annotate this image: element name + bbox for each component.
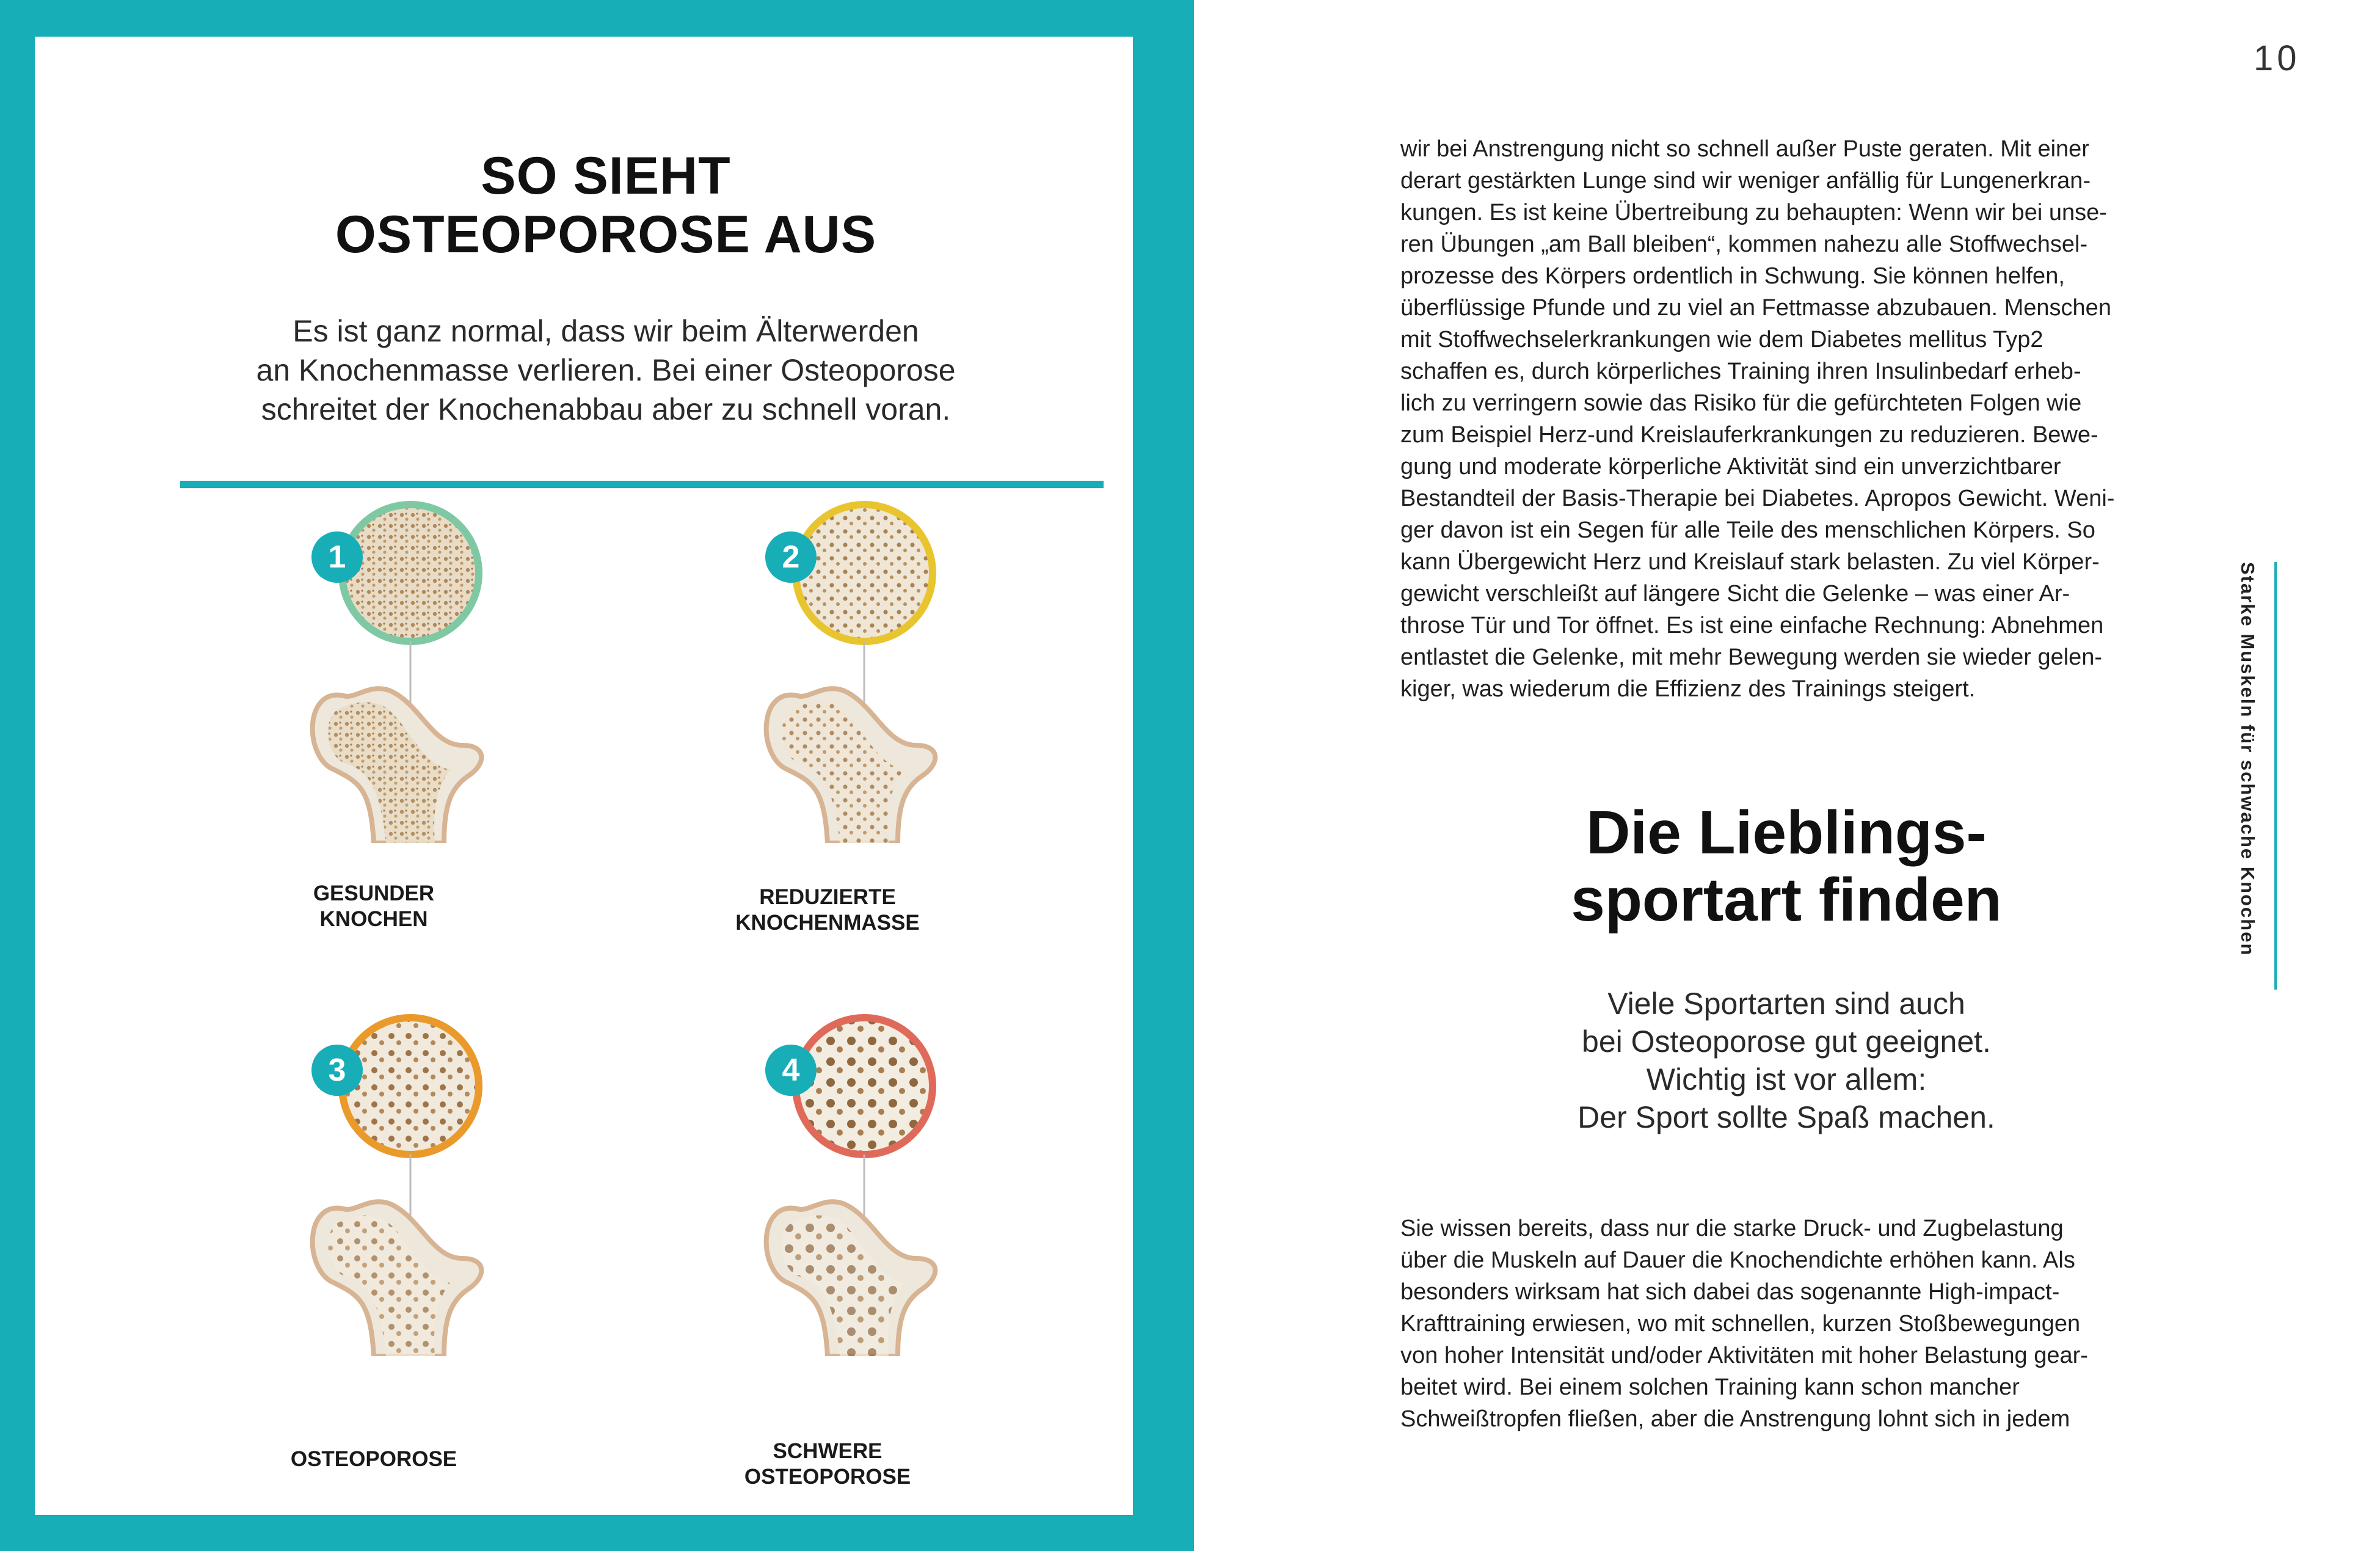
stage-number-badge: 3 [311, 1045, 363, 1096]
body-paragraph-2 [1400, 1213, 2182, 1435]
text-line: Bestandteil der Basis-Therapie bei Diabetes. Apropos Gewicht. Weni- [1400, 486, 2115, 511]
bone-illustration-osteoporosis [267, 1014, 523, 1356]
label-line: KNOCHEN [319, 907, 428, 931]
bone-illustration-healthy [267, 501, 523, 843]
label-line: GESUNDER [313, 881, 435, 905]
stage-number-badge: 2 [765, 531, 817, 583]
text-line: kiger, was wiederum die Effizienz des Trainings steigert. [1400, 676, 1976, 702]
stage-label-2 [675, 885, 980, 936]
chapter-title: Starke Muskeln für schwache Knochen [2237, 562, 2258, 957]
title-line: SO SIEHT [481, 147, 731, 205]
page-number: 10 [2254, 38, 2301, 78]
section-subheading [1466, 985, 2107, 1136]
text-line: kungen. Es ist keine Übertreibung zu behaupten: Wenn wir bei unse- [1400, 200, 2107, 225]
text-line: beitet wird. Bei einem solchen Training kann schon mancher [1400, 1374, 2020, 1400]
heading-line: sportart finden [1571, 866, 2002, 934]
infographic-intro [35, 312, 1177, 429]
heading-line: Die Lieblings- [1586, 798, 1987, 867]
intro-line: an Knochenmasse verlieren. Bei einer Osteoporose [256, 353, 956, 387]
infographic-panel [35, 37, 1133, 1515]
bone-stage-3 [267, 1014, 523, 1356]
subheading-line: Viele Sportarten sind auch [1607, 987, 1965, 1021]
text-line: überflüssige Pfunde und zu viel an Fettmasse abzubauen. Menschen [1400, 295, 2111, 321]
text-line: über die Muskeln auf Dauer die Knochendichte erhöhen kann. Als [1400, 1247, 2075, 1273]
stage-number-badge: 4 [765, 1045, 817, 1096]
label-line: OSTEOPOROSE [290, 1447, 457, 1471]
bone-stage-1 [267, 501, 523, 843]
label-line: OSTEOPOROSE [744, 1465, 911, 1489]
label-line: SCHWERE [773, 1439, 882, 1463]
stage-label-4 [675, 1439, 980, 1490]
bone-stage-2 [721, 501, 977, 843]
title-line: OSTEOPOROSE AUS [335, 205, 877, 264]
text-line: besonders wirksam hat sich dabei das sogenannte High-impact- [1400, 1279, 2060, 1305]
text-line: gewicht verschleißt auf längere Sicht die Gelenke – was einer Ar- [1400, 581, 2070, 607]
text-line: schaffen es, durch körperliches Training ihren Insulinbedarf erheb- [1400, 359, 2081, 384]
text-line: ger davon ist ein Segen für alle Teile des menschlichen Körpers. So [1400, 517, 2095, 543]
bone-stage-4 [721, 1014, 977, 1356]
text-line: von hoher Intensität und/oder Aktivitäten mit hoher Belastung gear- [1400, 1343, 2088, 1368]
text-line: prozesse des Körpers ordentlich in Schwung. Sie können helfen, [1400, 263, 2065, 289]
text-line: lich zu verringern sowie das Risiko für die gefürchteten Folgen wie [1400, 390, 2082, 416]
stage-number-badge: 1 [311, 531, 363, 583]
text-line: throse Tür und Tor öffnet. Es ist eine einfache Rechnung: Abnehmen [1400, 613, 2104, 638]
text-line: kann Übergewicht Herz und Kreislauf stark belasten. Zu viel Körper- [1400, 549, 2100, 575]
text-line: gung und moderate körperliche Aktivität sind ein unverzichtbarer [1400, 454, 2061, 480]
text-line: mit Stoffwechselerkrankungen wie dem Diabetes mellitus Typ2 [1400, 327, 2043, 352]
subheading-line: Der Sport sollte Spaß machen. [1578, 1100, 1995, 1134]
infographic-title [35, 147, 1177, 264]
label-line: REDUZIERTE [759, 885, 896, 909]
text-line: Sie wissen bereits, dass nur die starke Druck- und Zugbelastung [1400, 1216, 2064, 1241]
text-line: Krafttraining erwiesen, wo mit schnellen, kurzen Stoßbewegungen [1400, 1311, 2081, 1337]
text-line: derart gestärkten Lunge sind wir weniger anfällig für Lungenerkran- [1400, 168, 2091, 194]
text-line: wir bei Anstrengung nicht so schnell außer Puste geraten. Mit einer [1400, 136, 2089, 162]
divider-rule [180, 481, 1104, 488]
text-line: Schweißtropfen fließen, aber die Anstrengung lohnt sich in jedem [1400, 1406, 2070, 1432]
side-tab-accent-line [2274, 562, 2277, 990]
body-paragraph-1 [1400, 133, 2182, 705]
intro-line: schreitet der Knochenabbau aber zu schnell voran. [261, 392, 951, 426]
subheading-line: bei Osteoporose gut geeignet. [1582, 1024, 1991, 1059]
label-line: KNOCHENMASSE [735, 911, 920, 935]
text-line: ren Übungen „am Ball bleiben“, kommen nahezu alle Stoffwechsel- [1400, 232, 2088, 257]
text-line: zum Beispiel Herz-und Kreislauferkrankungen zu reduzieren. Bewe- [1400, 422, 2098, 448]
bone-illustration-reduced [721, 501, 977, 843]
subheading-line: Wichtig ist vor allem: [1646, 1062, 1927, 1097]
stage-label-1 [221, 881, 526, 932]
intro-line: Es ist ganz normal, dass wir beim Älterwerden [293, 314, 919, 348]
section-heading [1466, 799, 2107, 933]
chapter-side-tab [2237, 562, 2288, 990]
bone-illustration-severe [721, 1014, 977, 1356]
text-line: entlastet die Gelenke, mit mehr Bewegung werden sie wieder gelen- [1400, 644, 2103, 670]
stage-label-3 [221, 1447, 526, 1472]
